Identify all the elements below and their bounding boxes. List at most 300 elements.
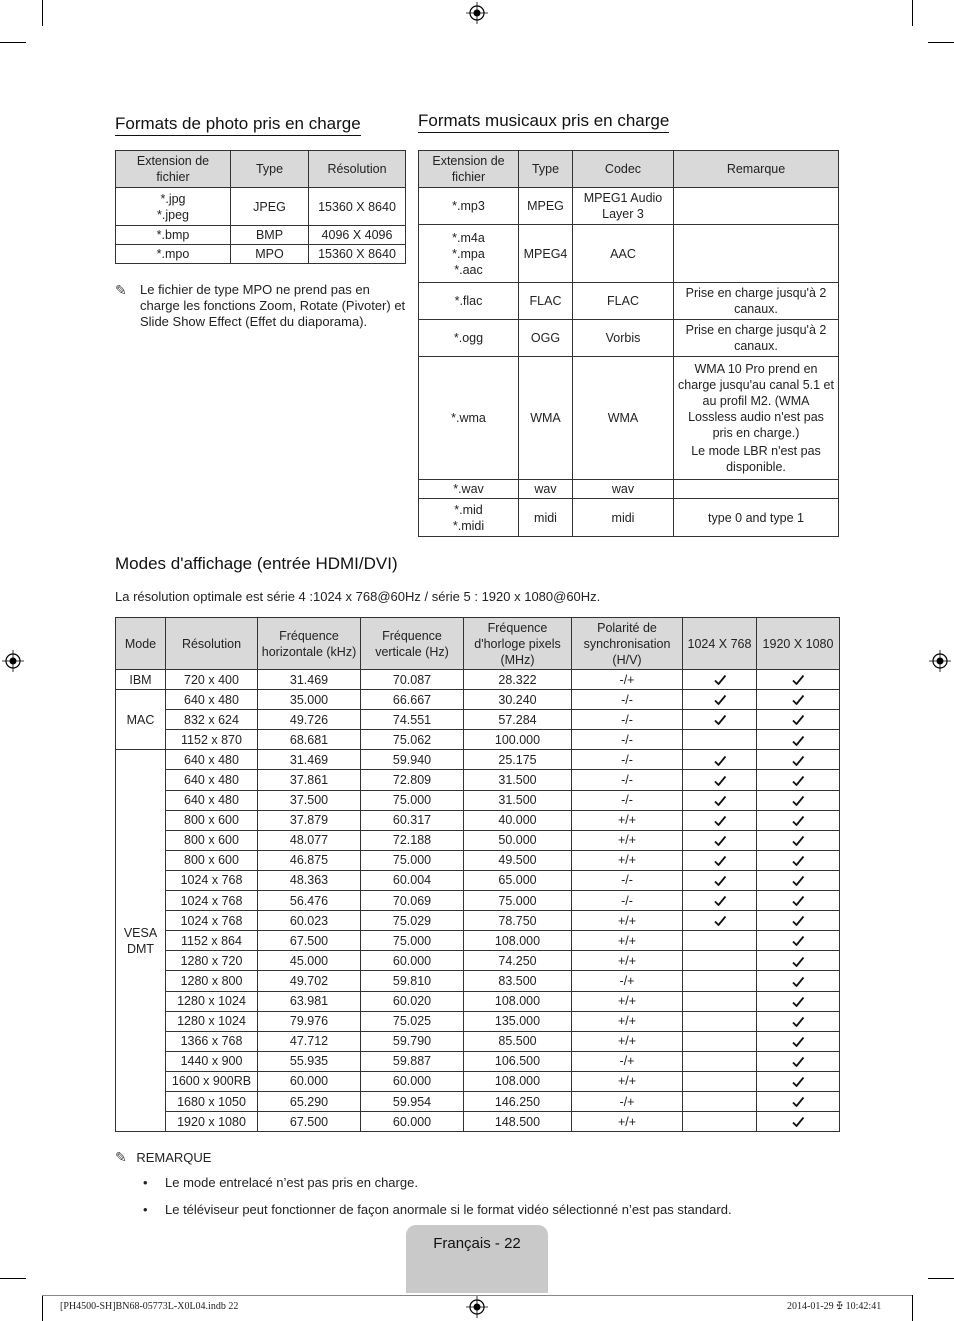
table-row xyxy=(116,1112,840,1132)
support-1024-cell xyxy=(683,750,757,770)
display-mode-cell: MAC xyxy=(116,690,166,750)
registration-mark-icon xyxy=(466,1296,488,1318)
photo-section-title: Formats de photo pris en charge xyxy=(115,114,361,136)
music-codec-cell: WMA xyxy=(573,357,674,480)
display-clock-cell: 78.750 xyxy=(464,911,572,931)
display-clock-cell: 148.500 xyxy=(464,1112,572,1132)
display-clock-cell: 31.500 xyxy=(464,770,572,790)
checkmark-icon xyxy=(791,1115,805,1129)
support-1024-cell xyxy=(683,810,757,830)
page-number-label: Français - 22 xyxy=(433,1235,521,1252)
display-res-cell: 640 x 480 xyxy=(166,790,258,810)
display-clock-cell: 108.000 xyxy=(464,931,572,951)
music-type-cell: OGG xyxy=(519,320,573,357)
photo-res-cell: 15360 X 8640 xyxy=(309,245,406,264)
checkmark-icon xyxy=(791,955,805,969)
display-polarity-cell: +/+ xyxy=(572,1071,683,1091)
display-res-cell: 1024 x 768 xyxy=(166,891,258,911)
display-polarity-cell: +/+ xyxy=(572,931,683,951)
music-ext: *.m4a xyxy=(452,230,485,245)
photo-header-ext: Extension de fichier xyxy=(116,151,231,188)
checkmark-icon xyxy=(713,874,727,888)
display-hfreq-cell: 60.000 xyxy=(258,1071,361,1091)
crop-mark xyxy=(928,1278,954,1279)
display-clock-cell: 31.500 xyxy=(464,790,572,810)
display-polarity-cell: +/+ xyxy=(572,951,683,971)
display-polarity-cell: +/+ xyxy=(572,830,683,850)
table-row xyxy=(116,730,840,750)
music-remark-cell xyxy=(674,188,839,225)
display-res-cell: 1366 x 768 xyxy=(166,1031,258,1051)
display-header-resolution: Résolution xyxy=(166,618,258,670)
display-vfreq-cell: 75.025 xyxy=(361,1011,464,1031)
display-header-hfreq: Fréquence horizontale (kHz) xyxy=(258,618,361,670)
music-remark-cell xyxy=(674,480,839,499)
checkmark-icon xyxy=(791,1095,805,1109)
display-clock-cell: 83.500 xyxy=(464,971,572,991)
display-clock-cell: 74.250 xyxy=(464,951,572,971)
display-clock-cell: 108.000 xyxy=(464,1071,572,1091)
display-res-cell: 832 x 624 xyxy=(166,710,258,730)
remark-bullet xyxy=(143,1202,732,1218)
display-res-cell: 1152 x 870 xyxy=(166,730,258,750)
display-hfreq-cell: 45.000 xyxy=(258,951,361,971)
support-1920-cell xyxy=(757,1011,840,1031)
display-polarity-cell: +/+ xyxy=(572,1031,683,1051)
support-1024-cell xyxy=(683,850,757,870)
display-polarity-cell: -/+ xyxy=(572,1091,683,1111)
display-hfreq-cell: 31.469 xyxy=(258,670,361,690)
crop-mark xyxy=(912,1295,913,1321)
photo-ext: *.jpeg xyxy=(157,207,189,222)
table-row xyxy=(419,320,839,357)
display-header-polarity: Polarité de synchronisation (H/V) xyxy=(572,618,683,670)
display-vfreq-cell: 59.954 xyxy=(361,1091,464,1111)
display-vfreq-cell: 70.069 xyxy=(361,891,464,911)
display-res-cell: 1152 x 864 xyxy=(166,931,258,951)
crop-mark xyxy=(0,1278,26,1279)
support-1024-cell xyxy=(683,971,757,991)
pencil-note-icon: ✎ xyxy=(115,1149,127,1165)
photo-type-cell: BMP xyxy=(231,226,309,245)
display-vfreq-cell: 72.188 xyxy=(361,830,464,850)
support-1024-cell xyxy=(683,1091,757,1111)
photo-section xyxy=(115,114,361,136)
music-ext-cell xyxy=(419,283,519,320)
photo-note xyxy=(115,282,410,330)
table-row xyxy=(116,810,840,830)
music-remark: WMA 10 Pro prend en charge jusqu'au canal 5.1 et au profil M2. (WMA Lossless audio n'est pas pris en charge.) xyxy=(678,362,834,440)
support-1920-cell xyxy=(757,991,840,1011)
display-vfreq-cell: 60.000 xyxy=(361,1112,464,1132)
support-1024-cell xyxy=(683,1011,757,1031)
display-clock-cell: 75.000 xyxy=(464,891,572,911)
checkmark-icon xyxy=(791,1055,805,1069)
display-vfreq-cell: 72.809 xyxy=(361,770,464,790)
support-1920-cell xyxy=(757,1031,840,1051)
remark-bullet-text: Le téléviseur peut fonctionner de façon anormale si le format vidéo sélectionné n’est pas standard. xyxy=(165,1202,732,1217)
display-polarity-cell: -/- xyxy=(572,690,683,710)
display-clock-cell: 146.250 xyxy=(464,1091,572,1111)
checkmark-icon xyxy=(713,693,727,707)
support-1920-cell xyxy=(757,690,840,710)
display-clock-cell: 65.000 xyxy=(464,870,572,890)
table-row xyxy=(116,911,840,931)
table-row xyxy=(116,188,406,226)
display-polarity-cell: -/+ xyxy=(572,670,683,690)
display-res-cell: 1024 x 768 xyxy=(166,870,258,890)
checkmark-icon xyxy=(791,995,805,1009)
music-header-codec: Codec xyxy=(573,151,674,188)
display-clock-cell: 57.284 xyxy=(464,710,572,730)
display-hfreq-cell: 63.981 xyxy=(258,991,361,1011)
display-vfreq-cell: 75.062 xyxy=(361,730,464,750)
music-type-cell: WMA xyxy=(519,357,573,480)
display-clock-cell: 49.500 xyxy=(464,850,572,870)
checkmark-icon xyxy=(791,814,805,828)
table-row xyxy=(419,188,839,225)
display-res-cell: 1280 x 720 xyxy=(166,951,258,971)
photo-ext-cell xyxy=(116,245,231,264)
checkmark-icon xyxy=(791,794,805,808)
display-polarity-cell: -/- xyxy=(572,710,683,730)
checkmark-icon xyxy=(791,914,805,928)
display-res-cell: 1024 x 768 xyxy=(166,911,258,931)
music-remark-cell xyxy=(674,225,839,283)
checkmark-icon xyxy=(791,975,805,989)
display-vfreq-cell: 60.317 xyxy=(361,810,464,830)
crop-mark xyxy=(42,0,43,26)
display-header-1920: 1920 X 1080 xyxy=(757,618,840,670)
display-res-cell: 800 x 600 xyxy=(166,830,258,850)
display-intro: La résolution optimale est série 4 :1024 x 768@60Hz / série 5 : 1920 x 1080@60Hz. xyxy=(115,589,601,604)
display-res-cell: 640 x 480 xyxy=(166,770,258,790)
bullet-icon: • xyxy=(143,1202,148,1217)
display-hfreq-cell: 48.077 xyxy=(258,830,361,850)
display-polarity-cell: +/+ xyxy=(572,911,683,931)
music-type-cell: MPEG4 xyxy=(519,225,573,283)
checkmark-icon xyxy=(713,834,727,848)
table-row xyxy=(419,499,839,537)
display-hfreq-cell: 47.712 xyxy=(258,1031,361,1051)
table-row xyxy=(116,931,840,951)
music-type-cell: MPEG xyxy=(519,188,573,225)
support-1024-cell xyxy=(683,770,757,790)
display-res-cell: 1600 x 900RB xyxy=(166,1071,258,1091)
table-row xyxy=(116,971,840,991)
music-ext: *.mpa xyxy=(452,246,485,261)
music-section xyxy=(418,111,669,133)
music-section-title: Formats musicaux pris en charge xyxy=(418,111,669,133)
support-1920-cell xyxy=(757,870,840,890)
display-section-title: Modes d'affichage (entrée HDMI/DVI) xyxy=(115,554,398,573)
display-res-cell: 800 x 600 xyxy=(166,810,258,830)
photo-header-res: Résolution xyxy=(309,151,406,188)
display-clock-cell: 100.000 xyxy=(464,730,572,750)
table-row xyxy=(116,1051,840,1071)
music-ext: *.midi xyxy=(452,518,485,533)
table-row xyxy=(419,283,839,320)
photo-type-cell: JPEG xyxy=(231,188,309,226)
support-1024-cell xyxy=(683,710,757,730)
display-clock-cell: 106.500 xyxy=(464,1051,572,1071)
display-res-cell: 1440 x 900 xyxy=(166,1051,258,1071)
slug-timestamp: 2014-01-29 ꔀ 10:42:41 xyxy=(787,1301,882,1312)
support-1024-cell xyxy=(683,870,757,890)
display-hfreq-cell: 35.000 xyxy=(258,690,361,710)
support-1920-cell xyxy=(757,670,840,690)
support-1920-cell xyxy=(757,710,840,730)
support-1920-cell xyxy=(757,911,840,931)
display-polarity-cell: +/+ xyxy=(572,991,683,1011)
display-polarity-cell: +/+ xyxy=(572,850,683,870)
support-1024-cell xyxy=(683,790,757,810)
table-row xyxy=(116,951,840,971)
bullet-icon: • xyxy=(143,1175,148,1190)
checkmark-icon xyxy=(791,1035,805,1049)
music-type-cell: midi xyxy=(519,499,573,537)
display-polarity-cell: +/+ xyxy=(572,1112,683,1132)
display-clock-cell: 50.000 xyxy=(464,830,572,850)
table-row xyxy=(116,830,840,850)
display-polarity-cell: +/+ xyxy=(572,1011,683,1031)
display-vfreq-cell: 59.887 xyxy=(361,1051,464,1071)
support-1920-cell xyxy=(757,1091,840,1111)
support-1024-cell xyxy=(683,1112,757,1132)
table-row xyxy=(116,1071,840,1091)
display-clock-cell: 85.500 xyxy=(464,1031,572,1051)
display-vfreq-cell: 75.029 xyxy=(361,911,464,931)
music-ext: *.wma xyxy=(451,411,486,425)
table-row xyxy=(116,245,406,264)
support-1024-cell xyxy=(683,830,757,850)
table-row xyxy=(116,770,840,790)
slug-divider xyxy=(42,1295,912,1296)
display-hfreq-cell: 60.023 xyxy=(258,911,361,931)
display-section xyxy=(115,554,398,575)
support-1024-cell xyxy=(683,931,757,951)
display-header-mode: Mode xyxy=(116,618,166,670)
display-hfreq-cell: 67.500 xyxy=(258,1112,361,1132)
music-remark-cell xyxy=(674,283,839,320)
display-hfreq-cell: 48.363 xyxy=(258,870,361,890)
display-vfreq-cell: 59.940 xyxy=(361,750,464,770)
registration-mark-icon xyxy=(2,650,24,672)
photo-ext: *.bmp xyxy=(156,228,190,242)
display-vfreq-cell: 75.000 xyxy=(361,850,464,870)
display-clock-cell: 30.240 xyxy=(464,690,572,710)
display-clock-cell: 28.322 xyxy=(464,670,572,690)
registration-mark-icon xyxy=(929,650,951,672)
table-row xyxy=(419,357,839,480)
checkmark-icon xyxy=(713,794,727,808)
support-1920-cell xyxy=(757,810,840,830)
display-polarity-cell: -/- xyxy=(572,750,683,770)
display-mode-cell: IBM xyxy=(116,670,166,690)
display-hfreq-cell: 79.976 xyxy=(258,1011,361,1031)
display-polarity-cell: -/- xyxy=(572,870,683,890)
support-1920-cell xyxy=(757,971,840,991)
photo-res-cell: 15360 X 8640 xyxy=(309,188,406,226)
remark-title: REMARQUE xyxy=(136,1150,212,1165)
display-res-cell: 1280 x 800 xyxy=(166,971,258,991)
checkmark-icon xyxy=(713,894,727,908)
photo-ext-cell xyxy=(116,226,231,245)
display-vfreq-cell: 60.000 xyxy=(361,951,464,971)
support-1024-cell xyxy=(683,1071,757,1091)
display-vfreq-cell: 60.004 xyxy=(361,870,464,890)
music-remark-cell xyxy=(674,320,839,357)
support-1024-cell xyxy=(683,670,757,690)
display-vfreq-cell: 60.020 xyxy=(361,991,464,1011)
music-codec-cell: midi xyxy=(573,499,674,537)
music-ext: *.ogg xyxy=(453,331,484,345)
checkmark-icon xyxy=(791,834,805,848)
display-hfreq-cell: 68.681 xyxy=(258,730,361,750)
display-res-cell: 720 x 400 xyxy=(166,670,258,690)
support-1920-cell xyxy=(757,850,840,870)
crop-mark xyxy=(42,1295,43,1321)
photo-note-text: Le fichier de type MPO ne prend pas en charge les fonctions Zoom, Rotate (Pivoter) et Slide Show Effect (Effet du diaporama). xyxy=(140,282,406,329)
music-formats-table xyxy=(418,150,839,537)
music-header-type: Type xyxy=(519,151,573,188)
photo-formats-table xyxy=(115,150,406,264)
checkmark-icon xyxy=(713,774,727,788)
checkmark-icon xyxy=(791,734,805,748)
checkmark-icon xyxy=(713,854,727,868)
support-1024-cell xyxy=(683,730,757,750)
display-polarity-cell: -/- xyxy=(572,770,683,790)
checkmark-icon xyxy=(791,894,805,908)
table-row xyxy=(116,710,840,730)
photo-ext: *.jpg xyxy=(160,191,186,206)
display-vfreq-cell: 74.551 xyxy=(361,710,464,730)
display-hfreq-cell: 46.875 xyxy=(258,850,361,870)
support-1920-cell xyxy=(757,1071,840,1091)
table-row xyxy=(116,690,840,710)
music-ext-cell xyxy=(419,225,519,283)
checkmark-icon xyxy=(791,673,805,687)
display-hfreq-cell: 67.500 xyxy=(258,931,361,951)
music-ext-cell xyxy=(419,480,519,499)
support-1920-cell xyxy=(757,770,840,790)
display-hfreq-cell: 37.879 xyxy=(258,810,361,830)
display-polarity-cell: -/+ xyxy=(572,971,683,991)
checkmark-icon xyxy=(791,713,805,727)
support-1024-cell xyxy=(683,991,757,1011)
music-codec-cell: wav xyxy=(573,480,674,499)
table-row xyxy=(116,790,840,810)
display-vfreq-cell: 66.667 xyxy=(361,690,464,710)
support-1024-cell xyxy=(683,1051,757,1071)
photo-res-cell: 4096 X 4096 xyxy=(309,226,406,245)
display-hfreq-cell: 65.290 xyxy=(258,1091,361,1111)
display-clock-cell: 108.000 xyxy=(464,991,572,1011)
checkmark-icon xyxy=(791,874,805,888)
display-res-cell: 1920 x 1080 xyxy=(166,1112,258,1132)
music-codec-cell: FLAC xyxy=(573,283,674,320)
music-codec-cell: MPEG1 Audio Layer 3 xyxy=(573,188,674,225)
display-polarity-cell: -/- xyxy=(572,891,683,911)
table-row xyxy=(116,870,840,890)
display-vfreq-cell: 59.810 xyxy=(361,971,464,991)
table-row xyxy=(116,991,840,1011)
display-modes-table xyxy=(115,617,840,1132)
remark-bullet-text: Le mode entrelacé n’est pas pris en charge. xyxy=(165,1175,418,1190)
support-1024-cell xyxy=(683,690,757,710)
display-hfreq-cell: 49.702 xyxy=(258,971,361,991)
display-header-clock: Fréquence d'horloge pixels (MHz) xyxy=(464,618,572,670)
checkmark-icon xyxy=(791,1015,805,1029)
display-vfreq-cell: 70.087 xyxy=(361,670,464,690)
music-ext-cell xyxy=(419,357,519,480)
music-type-cell: FLAC xyxy=(519,283,573,320)
display-polarity-cell: -/- xyxy=(572,790,683,810)
display-hfreq-cell: 31.469 xyxy=(258,750,361,770)
support-1024-cell xyxy=(683,1031,757,1051)
support-1024-cell xyxy=(683,911,757,931)
display-hfreq-cell: 37.861 xyxy=(258,770,361,790)
display-polarity-cell: -/- xyxy=(572,730,683,750)
display-vfreq-cell: 59.790 xyxy=(361,1031,464,1051)
music-ext-cell xyxy=(419,188,519,225)
display-res-cell: 800 x 600 xyxy=(166,850,258,870)
music-header-remark: Remarque xyxy=(674,151,839,188)
support-1920-cell xyxy=(757,790,840,810)
photo-type-cell: MPO xyxy=(231,245,309,264)
display-hfreq-cell: 37.500 xyxy=(258,790,361,810)
music-type-cell: wav xyxy=(519,480,573,499)
checkmark-icon xyxy=(713,754,727,768)
remark-block xyxy=(115,1149,211,1166)
support-1920-cell xyxy=(757,931,840,951)
remark-bullet xyxy=(143,1175,418,1191)
support-1920-cell xyxy=(757,730,840,750)
display-polarity-cell: -/+ xyxy=(572,1051,683,1071)
photo-header-type: Type xyxy=(231,151,309,188)
music-ext: *.aac xyxy=(454,262,483,277)
checkmark-icon xyxy=(713,814,727,828)
display-vfreq-cell: 60.000 xyxy=(361,1071,464,1091)
table-row xyxy=(419,480,839,499)
crop-mark xyxy=(928,42,954,43)
display-res-cell: 640 x 480 xyxy=(166,690,258,710)
checkmark-icon xyxy=(791,1075,805,1089)
display-res-cell: 1280 x 1024 xyxy=(166,991,258,1011)
support-1024-cell xyxy=(683,951,757,971)
display-res-cell: 1280 x 1024 xyxy=(166,1011,258,1031)
support-1920-cell xyxy=(757,891,840,911)
display-hfreq-cell: 55.935 xyxy=(258,1051,361,1071)
music-remark: type 0 and type 1 xyxy=(708,510,804,525)
music-ext-cell xyxy=(419,320,519,357)
table-row xyxy=(116,891,840,911)
music-ext: *.wav xyxy=(453,482,484,496)
display-clock-cell: 25.175 xyxy=(464,750,572,770)
display-vfreq-cell: 75.000 xyxy=(361,790,464,810)
display-hfreq-cell: 56.476 xyxy=(258,891,361,911)
table-row xyxy=(116,226,406,245)
pencil-note-icon: ✎ xyxy=(115,282,127,298)
checkmark-icon xyxy=(713,713,727,727)
support-1920-cell xyxy=(757,1112,840,1132)
music-ext-cell xyxy=(419,499,519,537)
display-vfreq-cell: 75.000 xyxy=(361,931,464,951)
table-row xyxy=(116,1031,840,1051)
slug-file-info: [PH4500-SH]BN68-05773L-X0L04.indb 22 xyxy=(60,1301,239,1312)
table-row xyxy=(116,670,840,690)
display-hfreq-cell: 49.726 xyxy=(258,710,361,730)
